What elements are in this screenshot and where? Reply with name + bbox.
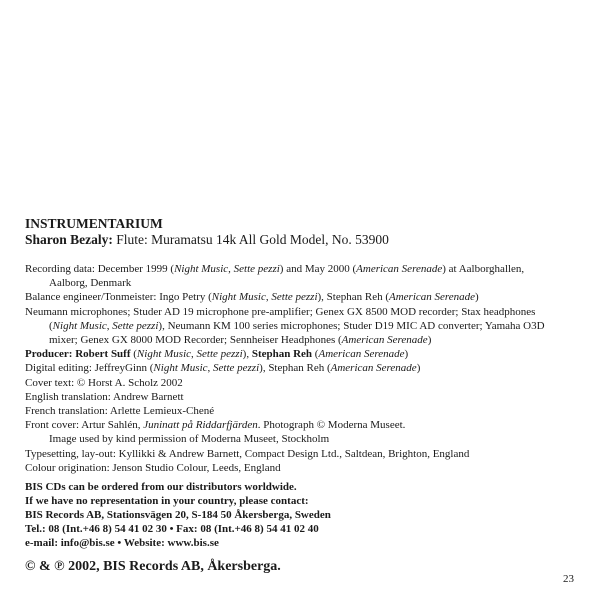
album-title: Sette pezzi [271, 291, 318, 304]
text: , [207, 362, 214, 375]
text: Balance engineer/Tonmeister: Ingo Petry ( [25, 291, 212, 304]
album-title: Night Music [52, 319, 107, 332]
equipment-line-3 [25, 333, 585, 347]
artwork-title: Juninatt på Riddarfjärden [143, 419, 258, 432]
ordering-contact: e-mail: info@bis.se • Website: www.bis.se [25, 537, 219, 550]
album-title: Sette pezzi [233, 263, 280, 275]
text: ) and May 2000 ( [279, 263, 357, 275]
album-title: American Serenade [356, 263, 443, 275]
producer-name: Stephan Reh [251, 348, 313, 361]
recording-location: Aalborg, Denmark [49, 277, 132, 290]
text: ) [404, 348, 409, 361]
producer [25, 347, 585, 361]
typesetting: Typesetting, lay-out: Kyllikki & Andrew Barnett, Compact Design Ltd., Saltdean, Brighton, England [25, 447, 470, 460]
instrument-line [25, 232, 585, 248]
colour-origination: Colour origination: Jenson Studio Colour, Leeds, England [25, 461, 281, 474]
page-number: 23 [563, 573, 574, 585]
front-cover [25, 418, 585, 432]
album-title: American Serenade [341, 334, 428, 347]
recording-data [25, 262, 585, 276]
copyright-notice: © & ℗ 2002, BIS Records AB, Åkersberga. [25, 559, 281, 575]
text: ) [475, 291, 479, 304]
text: ( [130, 348, 137, 361]
ordering-line: BIS CDs can be ordered from our distributors worldwide. [25, 481, 297, 494]
album-title: Night Music [136, 348, 192, 361]
text: ) [416, 362, 421, 375]
album-title: Night Music [174, 263, 229, 275]
instrumentarium-heading: INSTRUMENTARIUM [25, 216, 163, 231]
booklet-page [25, 216, 585, 576]
album-title: American Serenade [330, 362, 417, 375]
text: , [228, 263, 234, 275]
equipment-line-1: Neumann microphones; Studer AD 19 microphone pre-amplifier; Genex GX 8500 MOD recorder; Stax headphones [25, 305, 536, 318]
text: ), Stephan Reh ( [317, 291, 389, 304]
album-title: American Serenade [318, 348, 405, 361]
album-title: American Serenade [389, 291, 476, 304]
text: , [191, 348, 197, 361]
french-translation: French translation: Arlette Lemieux-Chené [25, 405, 215, 418]
equipment-line-2 [25, 319, 585, 333]
ordering-address: BIS Records AB, Stationsvägen 20, S-184 50 Åkersberga, Sweden [25, 509, 331, 522]
text: Digital editing: JeffreyGinn ( [25, 362, 154, 375]
text: ), Stephan Reh ( [259, 362, 331, 375]
digital-editing [25, 361, 585, 375]
english-translation: English translation: Andrew Barnett [25, 390, 184, 403]
text: Front cover: Artur Sahlén, [25, 419, 144, 432]
text: ) [427, 334, 432, 347]
text: ), [242, 348, 252, 361]
text: ) at Aalborghallen, [442, 263, 525, 275]
credits-block [25, 262, 585, 475]
album-title: Night Music [211, 291, 266, 304]
text: ( [49, 319, 53, 332]
album-title: Sette pezzi [112, 319, 159, 332]
text: mixer; Genex GX 8000 MOD Recorder; Sennheiser Headphones ( [49, 334, 342, 347]
cover-text: Cover text: © Horst A. Scholz 2002 [25, 376, 183, 389]
text: . Photograph © Moderna Museet. [257, 419, 406, 432]
text: Recording data: December 1999 ( [25, 263, 175, 275]
ordering-info [25, 480, 585, 550]
text: ( [312, 348, 319, 361]
text: , [265, 291, 272, 304]
album-title: Sette pezzi [196, 348, 243, 361]
instrument-description: Flute: Muramatsu 14k All Gold Model, No. 53900 [112, 232, 389, 247]
balance-engineer [25, 290, 585, 304]
image-permission: Image used by kind permission of Moderna Museet, Stockholm [49, 433, 330, 446]
text: ), Neumann KM 100 series microphones; Studer D19 MIC AD converter; Yamaha O3D [158, 319, 545, 332]
performer-name: Sharon Bezaly: [25, 232, 113, 247]
producer-name: Producer: Robert Suff [25, 348, 131, 361]
ordering-line: If we have no representation in your country, please contact: [25, 495, 309, 508]
text: , [106, 319, 113, 332]
album-title: Sette pezzi [213, 362, 260, 375]
ordering-phone: Tel.: 08 (Int.+46 8) 54 41 02 30 • Fax: 08 (Int.+46 8) 54 41 02 40 [25, 523, 319, 536]
album-title: Night Music [153, 362, 208, 375]
